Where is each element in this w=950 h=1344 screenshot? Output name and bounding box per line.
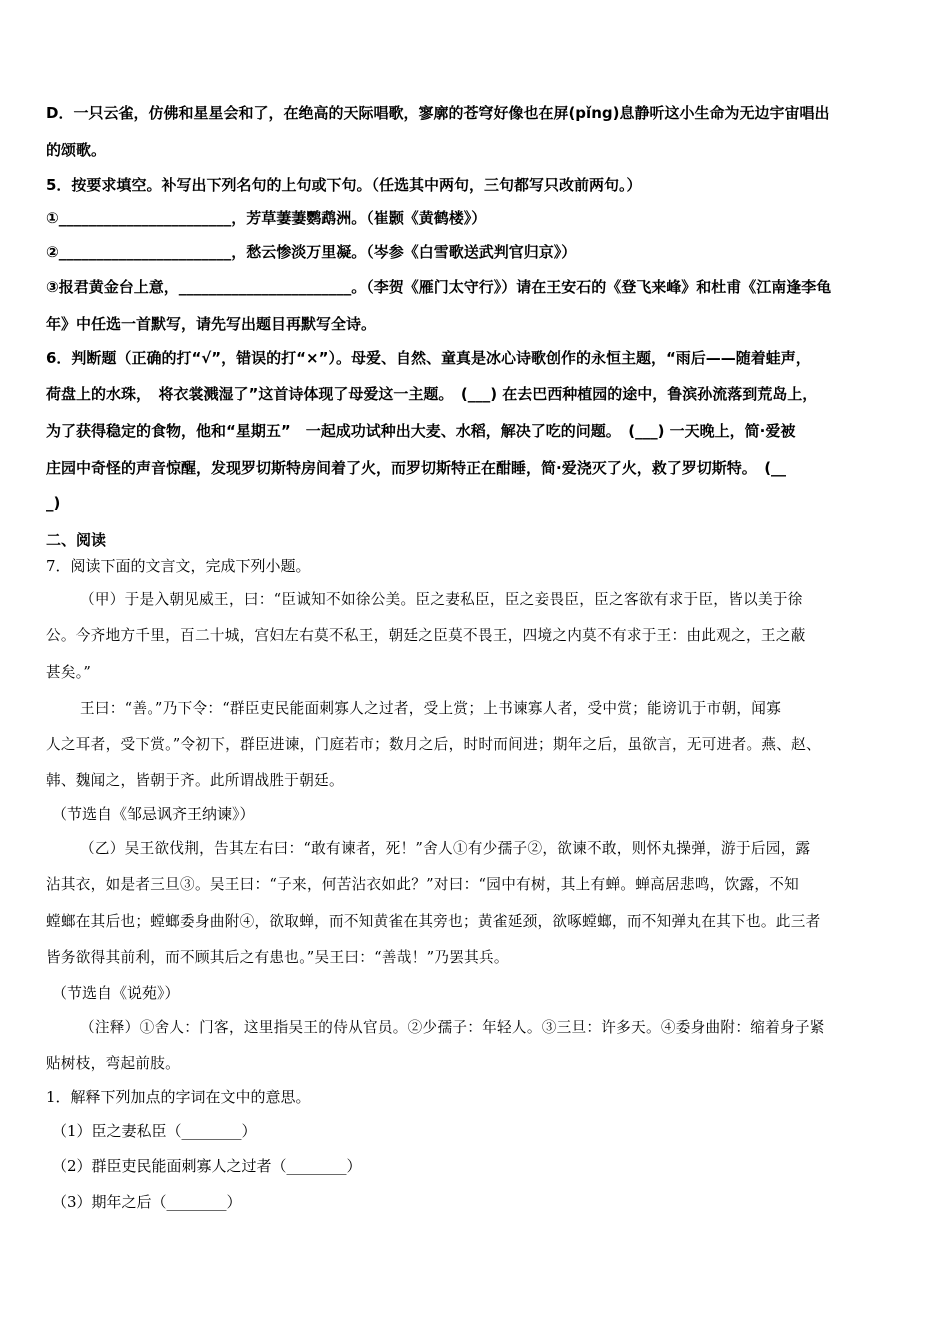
text-line: 公。今齐地方千里，百二十城，宫妇左右莫不私王，朝廷之臣莫不畏王，四境之内莫不有求于王：由此观之，王之蔽 <box>46 627 806 644</box>
text-line: （3）期年之后（________） <box>52 1193 242 1211</box>
text-line: _) <box>46 494 61 512</box>
text-line: 荷盘上的水珠， 将衣裳溅湿了”这首诗体现了母爱这一主题。 (___) 在去巴西种植园的途中，鲁滨孙流落到荒岛上， <box>46 385 818 403</box>
text-line: D．一只云雀，仿佛和星星会和了，在绝高的天际唱歌，寥廓的苍穹好像也在屏(pǐng)息静听这小生命为无边宇宙唱出 <box>46 104 830 122</box>
text-line: 贴树枝，弯起前肢。 <box>46 1055 181 1072</box>
text-line: 的颂歌。 <box>46 141 107 159</box>
text-line: 甚矣。” <box>46 664 92 681</box>
text-line: 5．按要求填空。补写出下列名句的上句或下句。（任选其中两句，三句都写只改前两句。） <box>46 176 642 194</box>
text-line: 王曰：“善。”乃下令：“群臣吏民能面刺寡人之过者，受上赏；上书谏寡人者，受中赏；能谤讥于市朝，闻寡 <box>80 700 782 717</box>
text-line: 螳螂在其后也；螳螂委身曲附④，欲取蝉，而不知黄雀在其旁也；黄雀延颈，欲啄螳螂，而不知弹丸在其下也。此三者 <box>46 913 821 930</box>
text-line: 人之耳者，受下赏。”令初下，群臣进谏，门庭若市；数月之后，时时而间进；期年之后，虽欲言，无可进者。燕、赵、 <box>46 736 821 753</box>
text-line: （甲）于是入朝见威王，曰：“臣诚知不如徐公美。臣之妻私臣，臣之妾畏臣，臣之客欲有求于臣，皆以美于徐 <box>80 591 803 608</box>
text-line: 沾其衣，如是者三旦③。吴王曰：“子来，何苦沾衣如此？”对曰：“园中有树，其上有蝉。蝉高居悲鸣，饮露，不知 <box>46 876 800 893</box>
text-line: （节选自《邹忌讽齐王纳谏》） <box>52 805 255 823</box>
text-line: 7．阅读下面的文言文，完成下列小题。 <box>46 557 311 575</box>
text-line: 二、阅读 <box>46 531 107 549</box>
text-line: 1．解释下列加点的字词在文中的意思。 <box>46 1088 311 1106</box>
text-line: 庄园中奇怪的声音惊醒，发现罗切斯特房间着了火，而罗切斯特正在酣睡，简·爱浇灭了火，救了罗切斯特。 (__ <box>46 459 787 477</box>
text-line: ②_______________________，愁云惨淡万里凝。（岑参《白雪歌送武判官归京》） <box>46 243 577 261</box>
text-line: （2）群臣吏民能面刺寡人之过者（________） <box>52 1157 362 1175</box>
text-line: 为了获得稳定的食物，他和“星期五” 一起成功试种出大麦、水稻，解决了吃的问题。 (___) 一天晚上，简·爱被 <box>46 422 796 440</box>
text-line: （乙）吴王欲伐荆，告其左右曰：“敢有谏者，死！”舍人①有少孺子②，欲谏不敢，则怀丸操弹，游于后园，露 <box>80 840 811 857</box>
text-line: ③报君黄金台上意，_______________________。（李贺《雁门太守行》）请在王安石的《登飞来峰》和杜甫《江南逢李龟 <box>46 278 832 296</box>
text-line: 6．判断题（正确的打“√”，错误的打“×”）。母爱、自然、童真是冰心诗歌创作的永恒主题，“雨后——随着蛙声， <box>46 349 811 367</box>
text-line: ①_______________________，芳草萋萋鹦鹉洲。（崔颢《黄鹤楼》） <box>46 209 487 227</box>
text-line: （1）臣之妻私臣（________） <box>52 1122 257 1140</box>
text-line: 韩、魏闻之，皆朝于齐。此所谓战胜于朝廷。 <box>46 772 344 789</box>
text-line: （节选自《说苑》） <box>52 984 180 1002</box>
text-line: 年》中任选一首默写，请先写出题目再默写全诗。 <box>46 315 377 333</box>
text-line: 皆务欲得其前利，而不顾其后之有患也。”吴王曰：“善哉！”乃罢其兵。 <box>46 949 509 966</box>
text-line: （注释）①舍人：门客，这里指吴王的侍从官员。②少孺子：年轻人。③三旦：许多天。④委身曲附：缩着身子紧 <box>80 1019 825 1036</box>
